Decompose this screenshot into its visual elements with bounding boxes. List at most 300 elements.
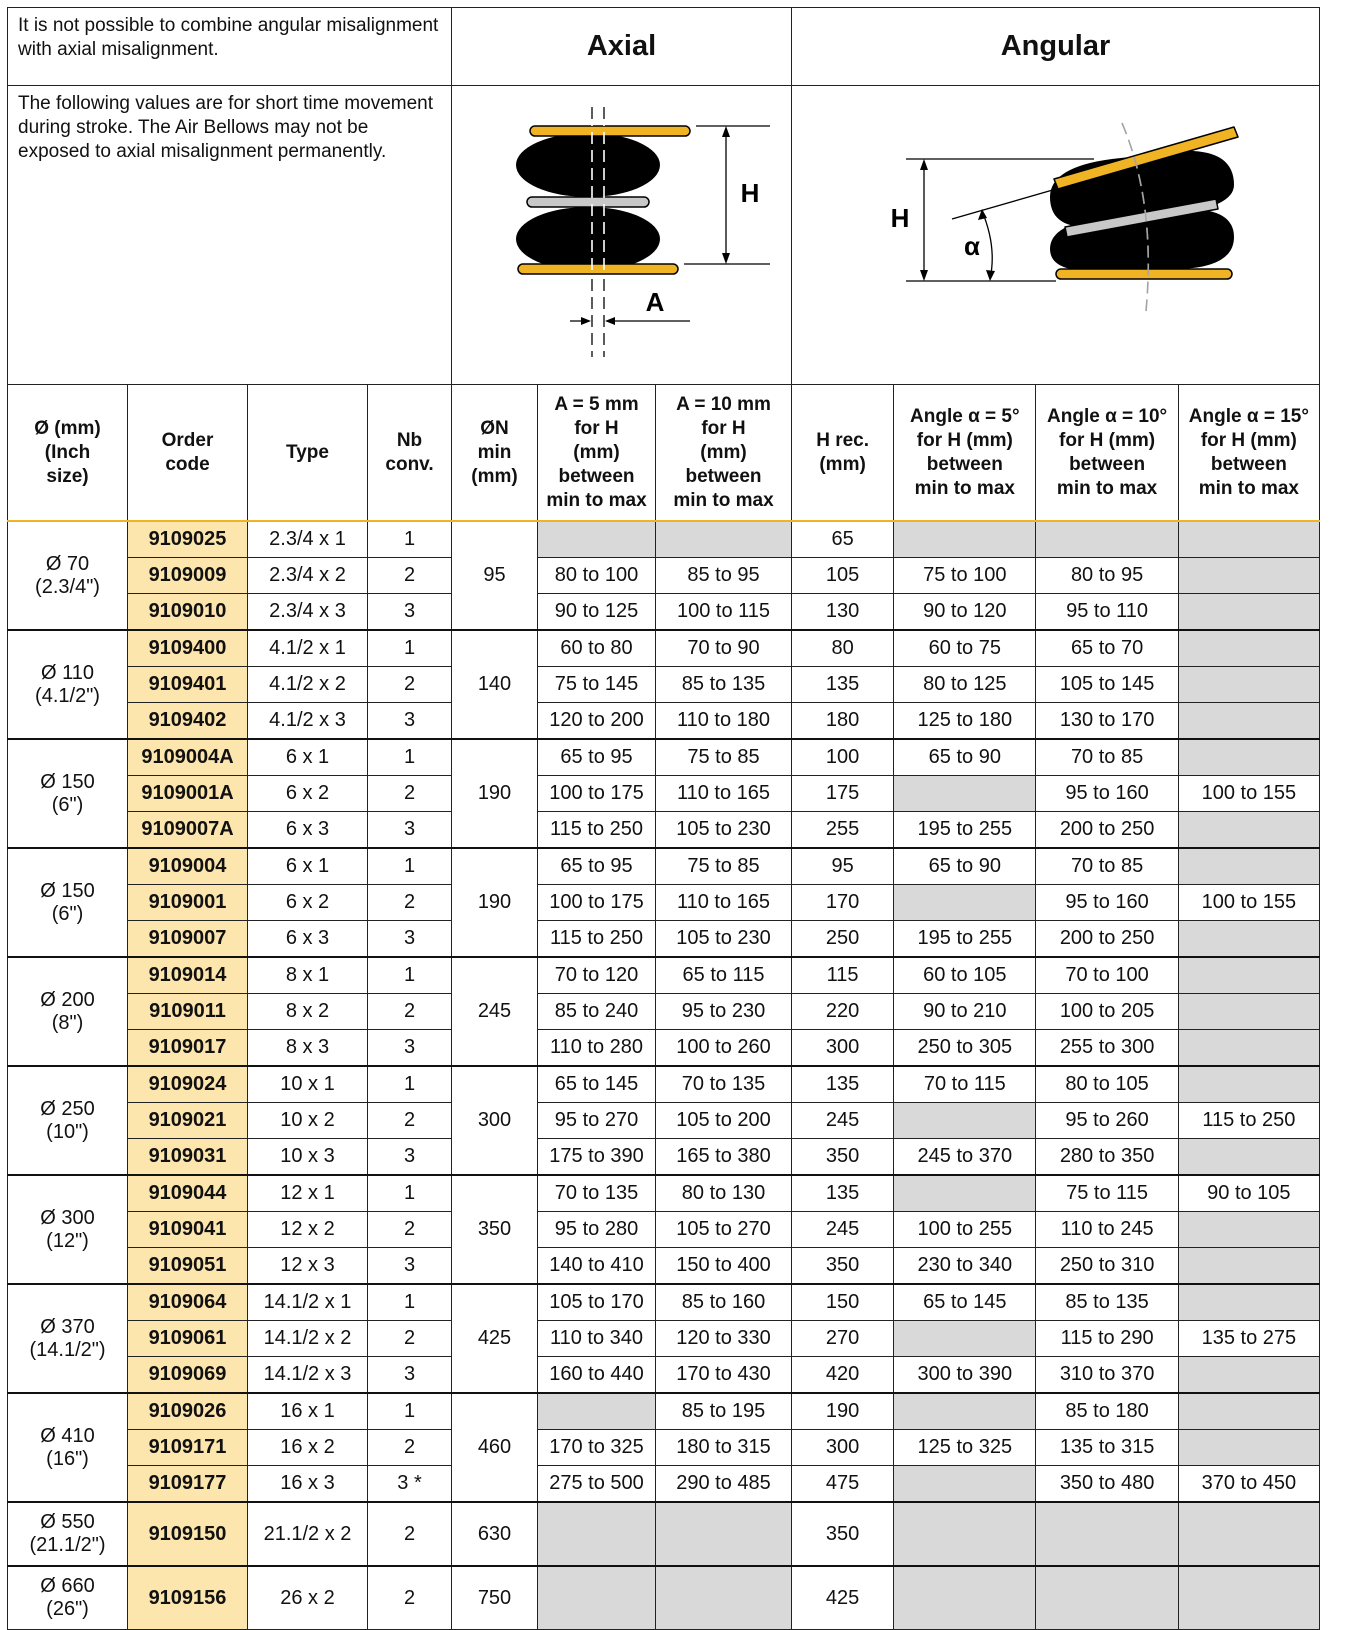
- angle-10-cell: 80 to 95: [1036, 558, 1178, 594]
- angle-15-cell-empty: [1178, 1284, 1319, 1321]
- header-angle-15: Angle α = 15° for H (mm) between min to max: [1178, 385, 1319, 522]
- axial-a5-cell: 275 to 500: [538, 1466, 656, 1503]
- nb-conv-cell: 3: [368, 1357, 452, 1394]
- axial-a5-cell: 110 to 280: [538, 1030, 656, 1067]
- axial-a10-cell: 170 to 430: [656, 1357, 792, 1394]
- angle-5-cell: 125 to 180: [894, 703, 1036, 740]
- nb-conv-cell: 3: [368, 1139, 452, 1176]
- angle-10-cell: 65 to 70: [1036, 630, 1178, 667]
- h-rec-cell: 250: [792, 921, 894, 958]
- type-cell: 6 x 3: [248, 921, 368, 958]
- angle-10-cell: 95 to 160: [1036, 776, 1178, 812]
- nb-conv-cell: 1: [368, 630, 452, 667]
- order-code-cell: 9109051: [128, 1248, 248, 1285]
- angle-15-cell-empty: [1178, 1393, 1319, 1430]
- table-row: [8, 1393, 1320, 1430]
- order-code-cell: 9109061: [128, 1321, 248, 1357]
- nb-conv-cell: 3: [368, 1030, 452, 1067]
- order-code-cell: 9109156: [128, 1566, 248, 1630]
- nb-conv-cell: 3: [368, 703, 452, 740]
- table-row: [8, 630, 1320, 667]
- h-rec-cell: 130: [792, 594, 894, 631]
- table-row: [8, 848, 1320, 885]
- diameter-cell: Ø 550 (21.1/2"): [8, 1502, 128, 1566]
- angle-5-cell-empty: [894, 521, 1036, 558]
- nb-conv-cell: 1: [368, 1066, 452, 1103]
- angle-10-cell-empty: [1036, 1566, 1178, 1630]
- angle-10-cell: 95 to 260: [1036, 1103, 1178, 1139]
- angle-10-cell: 310 to 370: [1036, 1357, 1178, 1394]
- h-rec-cell: 420: [792, 1357, 894, 1394]
- axial-a5-cell: 115 to 250: [538, 921, 656, 958]
- angle-15-cell-empty: [1178, 739, 1319, 776]
- type-cell: 14.1/2 x 1: [248, 1284, 368, 1321]
- nb-conv-cell: 1: [368, 1393, 452, 1430]
- nb-conv-cell: 2: [368, 1566, 452, 1630]
- angle-15-cell-empty: [1178, 1566, 1319, 1630]
- order-code-cell: 9109007: [128, 921, 248, 958]
- angle-5-cell: 65 to 145: [894, 1284, 1036, 1321]
- n-min-cell: 190: [452, 739, 538, 848]
- angle-15-cell: 115 to 250: [1178, 1103, 1319, 1139]
- diameter-cell: Ø 70 (2.3/4"): [8, 521, 128, 630]
- angle-15-cell-empty: [1178, 703, 1319, 740]
- h-rec-cell: 65: [792, 521, 894, 558]
- angle-10-cell: 250 to 310: [1036, 1248, 1178, 1285]
- diameter-cell: Ø 110 (4.1/2"): [8, 630, 128, 739]
- type-cell: 2.3/4 x 1: [248, 521, 368, 558]
- type-cell: 4.1/2 x 2: [248, 667, 368, 703]
- misalignment-table: [7, 7, 1320, 1630]
- h-rec-cell: 175: [792, 776, 894, 812]
- column-header-row: [8, 385, 1320, 522]
- angle-15-cell-empty: [1178, 630, 1319, 667]
- h-rec-cell: 425: [792, 1566, 894, 1630]
- n-min-cell: 245: [452, 957, 538, 1066]
- axial-a10-cell: 150 to 400: [656, 1248, 792, 1285]
- h-rec-cell: 150: [792, 1284, 894, 1321]
- angle-5-cell: 65 to 90: [894, 848, 1036, 885]
- axial-misalignment-diagram: [452, 89, 791, 375]
- axial-a10-cell: 105 to 230: [656, 812, 792, 849]
- nb-conv-cell: 2: [368, 667, 452, 703]
- header-axial-a10: A = 10 mm for H (mm) between min to max: [656, 385, 792, 522]
- angle-5-cell-empty: [894, 885, 1036, 921]
- angle-10-cell: 100 to 205: [1036, 994, 1178, 1030]
- angle-5-cell-empty: [894, 1175, 1036, 1212]
- angle-10-cell: 115 to 290: [1036, 1321, 1178, 1357]
- angle-15-cell-empty: [1178, 667, 1319, 703]
- angle-5-cell-empty: [894, 1502, 1036, 1566]
- type-cell: 21.1/2 x 2: [248, 1502, 368, 1566]
- axial-a10-cell: 110 to 165: [656, 776, 792, 812]
- n-min-cell: 630: [452, 1502, 538, 1566]
- type-cell: 6 x 3: [248, 812, 368, 849]
- table-row: [8, 1357, 1320, 1394]
- axial-a5-cell-empty: [538, 1393, 656, 1430]
- type-cell: 8 x 2: [248, 994, 368, 1030]
- axial-a5-cell-empty: [538, 1566, 656, 1630]
- angle-15-cell-empty: [1178, 1212, 1319, 1248]
- axial-a10-cell: 75 to 85: [656, 848, 792, 885]
- angle-15-cell: 370 to 450: [1178, 1466, 1319, 1503]
- angle-5-cell: 75 to 100: [894, 558, 1036, 594]
- order-code-cell: 9109177: [128, 1466, 248, 1503]
- angle-10-cell: 70 to 100: [1036, 957, 1178, 994]
- table-row: [8, 521, 1320, 558]
- n-min-cell: 350: [452, 1175, 538, 1284]
- axial-a5-cell: 110 to 340: [538, 1321, 656, 1357]
- angle-5-cell: 125 to 325: [894, 1430, 1036, 1466]
- angle-10-cell: 200 to 250: [1036, 812, 1178, 849]
- header-order-code: Order code: [128, 385, 248, 522]
- angle-5-cell: 245 to 370: [894, 1139, 1036, 1176]
- angle-5-cell: 230 to 340: [894, 1248, 1036, 1285]
- table-row: [8, 739, 1320, 776]
- angle-5-cell: 250 to 305: [894, 1030, 1036, 1067]
- angular-misalignment-diagram: [792, 89, 1319, 375]
- nb-conv-cell: 1: [368, 1175, 452, 1212]
- h-rec-cell: 135: [792, 1175, 894, 1212]
- header-angle-10: Angle α = 10° for H (mm) between min to max: [1036, 385, 1178, 522]
- header-axial-a5: A = 5 mm for H (mm) between min to max: [538, 385, 656, 522]
- axial-a10-cell: 70 to 90: [656, 630, 792, 667]
- angle-5-cell: 65 to 90: [894, 739, 1036, 776]
- h-rec-cell: 300: [792, 1030, 894, 1067]
- type-cell: 6 x 2: [248, 776, 368, 812]
- h-rec-cell: 180: [792, 703, 894, 740]
- axial-a10-cell: 100 to 260: [656, 1030, 792, 1067]
- axial-a10-cell: 65 to 115: [656, 957, 792, 994]
- nb-conv-cell: 1: [368, 1284, 452, 1321]
- note-bottom: The following values are for short time movement during stroke. The Air Bellows may not be exposed to axial misalignment permanently.: [8, 86, 452, 385]
- angle-5-cell: 60 to 105: [894, 957, 1036, 994]
- angular-illustration-cell: [792, 86, 1320, 385]
- table-row: [8, 1139, 1320, 1176]
- angle-10-cell: 95 to 160: [1036, 885, 1178, 921]
- nb-conv-cell: 2: [368, 776, 452, 812]
- axial-a5-cell: 140 to 410: [538, 1248, 656, 1285]
- nb-conv-cell: 1: [368, 848, 452, 885]
- nb-conv-cell: 3 *: [368, 1466, 452, 1503]
- nb-conv-cell: 1: [368, 957, 452, 994]
- angle-15-cell-empty: [1178, 1066, 1319, 1103]
- axial-a10-cell: 80 to 130: [656, 1175, 792, 1212]
- order-code-cell: 9109001A: [128, 776, 248, 812]
- angle-5-cell-empty: [894, 1321, 1036, 1357]
- table-row: [8, 1321, 1320, 1357]
- table-row: [8, 1066, 1320, 1103]
- axial-a5-cell: 70 to 120: [538, 957, 656, 994]
- order-code-cell: 9109017: [128, 1030, 248, 1067]
- table-row: [8, 776, 1320, 812]
- nb-conv-cell: 2: [368, 1502, 452, 1566]
- axial-a5-cell: 80 to 100: [538, 558, 656, 594]
- header-angle-5: Angle α = 5° for H (mm) between min to max: [894, 385, 1036, 522]
- table-row: [8, 1103, 1320, 1139]
- axial-a10-cell: 290 to 485: [656, 1466, 792, 1503]
- n-min-cell: 750: [452, 1566, 538, 1630]
- h-rec-cell: 100: [792, 739, 894, 776]
- angle-15-cell-empty: [1178, 1248, 1319, 1285]
- order-code-cell: 9109007A: [128, 812, 248, 849]
- axial-a5-cell: 95 to 270: [538, 1103, 656, 1139]
- angle-15-cell-empty: [1178, 921, 1319, 958]
- n-min-cell: 190: [452, 848, 538, 957]
- nb-conv-cell: 2: [368, 1212, 452, 1248]
- diameter-cell: Ø 660 (26"): [8, 1566, 128, 1630]
- angle-10-cell: 80 to 105: [1036, 1066, 1178, 1103]
- type-cell: 2.3/4 x 3: [248, 594, 368, 631]
- angle-10-cell: 135 to 315: [1036, 1430, 1178, 1466]
- h-rec-cell: 255: [792, 812, 894, 849]
- diameter-cell: Ø 370 (14.1/2"): [8, 1284, 128, 1393]
- type-cell: 8 x 3: [248, 1030, 368, 1067]
- axial-a10-cell: 75 to 85: [656, 739, 792, 776]
- axial-a10-cell: 85 to 195: [656, 1393, 792, 1430]
- angle-15-cell-empty: [1178, 1357, 1319, 1394]
- nb-conv-cell: 2: [368, 558, 452, 594]
- angle-15-cell: 135 to 275: [1178, 1321, 1319, 1357]
- h-rec-cell: 135: [792, 667, 894, 703]
- axial-a10-cell: 100 to 115: [656, 594, 792, 631]
- nb-conv-cell: 1: [368, 739, 452, 776]
- n-min-cell: 460: [452, 1393, 538, 1502]
- axial-a5-cell: 100 to 175: [538, 885, 656, 921]
- axial-a10-cell: 105 to 230: [656, 921, 792, 958]
- type-cell: 6 x 2: [248, 885, 368, 921]
- diameter-cell: Ø 250 (10"): [8, 1066, 128, 1175]
- angle-15-cell-empty: [1178, 957, 1319, 994]
- table-row: [8, 957, 1320, 994]
- table-row: [8, 885, 1320, 921]
- h-rec-cell: 135: [792, 1066, 894, 1103]
- table-row: [8, 667, 1320, 703]
- type-cell: 16 x 1: [248, 1393, 368, 1430]
- order-code-cell: 9109402: [128, 703, 248, 740]
- axial-a10-cell: 180 to 315: [656, 1430, 792, 1466]
- h-rec-cell: 300: [792, 1430, 894, 1466]
- angle-10-cell: 255 to 300: [1036, 1030, 1178, 1067]
- angle-5-cell-empty: [894, 776, 1036, 812]
- axial-a10-cell: 85 to 95: [656, 558, 792, 594]
- n-min-cell: 300: [452, 1066, 538, 1175]
- type-cell: 8 x 1: [248, 957, 368, 994]
- h-rec-cell: 170: [792, 885, 894, 921]
- header-nb-conv: Nb conv.: [368, 385, 452, 522]
- angle-5-cell: 100 to 255: [894, 1212, 1036, 1248]
- header-n-min: ØN min (mm): [452, 385, 538, 522]
- order-code-cell: 9109004A: [128, 739, 248, 776]
- order-code-cell: 9109044: [128, 1175, 248, 1212]
- nb-conv-cell: 1: [368, 521, 452, 558]
- angle-10-cell: 70 to 85: [1036, 848, 1178, 885]
- table-row: [8, 1212, 1320, 1248]
- n-min-cell: 140: [452, 630, 538, 739]
- order-code-cell: 9109041: [128, 1212, 248, 1248]
- bellows-misalignment-sheet: [7, 7, 1320, 1630]
- axial-a10-cell: 105 to 200: [656, 1103, 792, 1139]
- order-code-cell: 9109010: [128, 594, 248, 631]
- angle-10-cell-empty: [1036, 1502, 1178, 1566]
- order-code-cell: 9109069: [128, 1357, 248, 1394]
- order-code-cell: 9109011: [128, 994, 248, 1030]
- axial-a10-cell: 95 to 230: [656, 994, 792, 1030]
- axial-a5-cell: 120 to 200: [538, 703, 656, 740]
- axial-a10-cell: 110 to 165: [656, 885, 792, 921]
- order-code-cell: 9109031: [128, 1139, 248, 1176]
- axial-a5-cell: 160 to 440: [538, 1357, 656, 1394]
- diameter-cell: Ø 410 (16"): [8, 1393, 128, 1502]
- type-cell: 6 x 1: [248, 848, 368, 885]
- axial-a10-cell-empty: [656, 521, 792, 558]
- axial-a10-cell: 120 to 330: [656, 1321, 792, 1357]
- axial-a10-cell: 165 to 380: [656, 1139, 792, 1176]
- axial-a5-cell: 75 to 145: [538, 667, 656, 703]
- angle-10-cell: 105 to 145: [1036, 667, 1178, 703]
- type-cell: 4.1/2 x 1: [248, 630, 368, 667]
- axial-a5-cell: 95 to 280: [538, 1212, 656, 1248]
- type-cell: 10 x 3: [248, 1139, 368, 1176]
- angle-15-cell: 100 to 155: [1178, 885, 1319, 921]
- h-rec-cell: 115: [792, 957, 894, 994]
- angle-5-cell: 90 to 210: [894, 994, 1036, 1030]
- angle-5-cell: 90 to 120: [894, 594, 1036, 631]
- axial-title: Axial: [452, 8, 792, 86]
- angle-alpha-label: α: [964, 231, 980, 261]
- diameter-cell: Ø 300 (12"): [8, 1175, 128, 1284]
- axial-a10-cell: 110 to 180: [656, 703, 792, 740]
- angle-15-cell-empty: [1178, 521, 1319, 558]
- type-cell: 10 x 1: [248, 1066, 368, 1103]
- type-cell: 2.3/4 x 2: [248, 558, 368, 594]
- table-row: [8, 1030, 1320, 1067]
- header-h-rec: H rec. (mm): [792, 385, 894, 522]
- angle-5-cell: 70 to 115: [894, 1066, 1036, 1103]
- angle-arc: [982, 211, 992, 279]
- h-rec-cell: 245: [792, 1212, 894, 1248]
- order-code-cell: 9109001: [128, 885, 248, 921]
- angle-15-cell-empty: [1178, 1430, 1319, 1466]
- angular-h-label: H: [890, 203, 910, 233]
- type-cell: 12 x 2: [248, 1212, 368, 1248]
- angle-15-cell-empty: [1178, 994, 1319, 1030]
- h-rec-cell: 350: [792, 1139, 894, 1176]
- h-rec-cell: 95: [792, 848, 894, 885]
- order-code-cell: 9109064: [128, 1284, 248, 1321]
- angle-5-cell-empty: [894, 1566, 1036, 1630]
- table-row: [8, 1566, 1320, 1630]
- angle-15-cell: 100 to 155: [1178, 776, 1319, 812]
- axial-a5-cell-empty: [538, 1502, 656, 1566]
- n-min-cell: 425: [452, 1284, 538, 1393]
- n-min-cell: 95: [452, 521, 538, 630]
- angle-5-cell-empty: [894, 1393, 1036, 1430]
- order-code-cell: 9109401: [128, 667, 248, 703]
- nb-conv-cell: 2: [368, 1103, 452, 1139]
- axial-illustration-cell: [452, 86, 792, 385]
- h-rec-cell: 350: [792, 1248, 894, 1285]
- type-cell: 6 x 1: [248, 739, 368, 776]
- order-code-cell: 9109014: [128, 957, 248, 994]
- nb-conv-cell: 3: [368, 594, 452, 631]
- axial-a5-cell: 85 to 240: [538, 994, 656, 1030]
- axial-a5-cell: 115 to 250: [538, 812, 656, 849]
- angle-10-cell: 110 to 245: [1036, 1212, 1178, 1248]
- axial-a5-cell: 175 to 390: [538, 1139, 656, 1176]
- nb-conv-cell: 2: [368, 1430, 452, 1466]
- order-code-cell: 9109150: [128, 1502, 248, 1566]
- axial-a5-cell: 105 to 170: [538, 1284, 656, 1321]
- axial-a10-cell: 105 to 270: [656, 1212, 792, 1248]
- table-row: [8, 812, 1320, 849]
- axial-h-label: H: [740, 178, 760, 208]
- angle-15-cell-empty: [1178, 812, 1319, 849]
- table-row: [8, 594, 1320, 631]
- angle-15-cell-empty: [1178, 1030, 1319, 1067]
- angle-5-cell: 60 to 75: [894, 630, 1036, 667]
- header-diameter: Ø (mm) (Inch size): [8, 385, 128, 522]
- h-rec-cell: 190: [792, 1393, 894, 1430]
- diameter-cell: Ø 150 (6"): [8, 848, 128, 957]
- order-code-cell: 9109021: [128, 1103, 248, 1139]
- order-code-cell: 9109171: [128, 1430, 248, 1466]
- table-row: [8, 1502, 1320, 1566]
- order-code-cell: 9109024: [128, 1066, 248, 1103]
- diameter-cell: Ø 150 (6"): [8, 739, 128, 848]
- type-cell: 14.1/2 x 3: [248, 1357, 368, 1394]
- axial-a5-cell: 90 to 125: [538, 594, 656, 631]
- data-rows: [8, 521, 1320, 1630]
- nb-conv-cell: 2: [368, 994, 452, 1030]
- axial-a5-cell: 170 to 325: [538, 1430, 656, 1466]
- table-row: [8, 1175, 1320, 1212]
- axial-a-label: A: [645, 287, 665, 317]
- angle-10-cell: 280 to 350: [1036, 1139, 1178, 1176]
- axial-a10-cell-empty: [656, 1502, 792, 1566]
- h-rec-cell: 80: [792, 630, 894, 667]
- table-row: [8, 1430, 1320, 1466]
- h-rec-cell: 105: [792, 558, 894, 594]
- order-code-cell: 9109009: [128, 558, 248, 594]
- header-type: Type: [248, 385, 368, 522]
- angle-15-cell: 90 to 105: [1178, 1175, 1319, 1212]
- axial-a5-cell: 65 to 145: [538, 1066, 656, 1103]
- h-rec-cell: 245: [792, 1103, 894, 1139]
- table-row: [8, 1466, 1320, 1503]
- angle-10-cell: 70 to 85: [1036, 739, 1178, 776]
- table-row: [8, 1284, 1320, 1321]
- angle-5-cell: 195 to 255: [894, 921, 1036, 958]
- order-code-cell: 9109026: [128, 1393, 248, 1430]
- angle-15-cell-empty: [1178, 558, 1319, 594]
- table-row: [8, 558, 1320, 594]
- h-rec-cell: 350: [792, 1502, 894, 1566]
- axial-a10-cell: 70 to 135: [656, 1066, 792, 1103]
- angle-10-cell-empty: [1036, 521, 1178, 558]
- angle-15-cell-empty: [1178, 594, 1319, 631]
- angle-10-cell: 350 to 480: [1036, 1466, 1178, 1503]
- angle-10-cell: 95 to 110: [1036, 594, 1178, 631]
- axial-a10-cell: 85 to 135: [656, 667, 792, 703]
- axial-a10-cell-empty: [656, 1566, 792, 1630]
- order-code-cell: 9109400: [128, 630, 248, 667]
- angle-5-cell-empty: [894, 1103, 1036, 1139]
- angle-10-cell: 85 to 180: [1036, 1393, 1178, 1430]
- angle-5-cell: 300 to 390: [894, 1357, 1036, 1394]
- axial-bellows-image: [516, 126, 690, 274]
- table-row: [8, 994, 1320, 1030]
